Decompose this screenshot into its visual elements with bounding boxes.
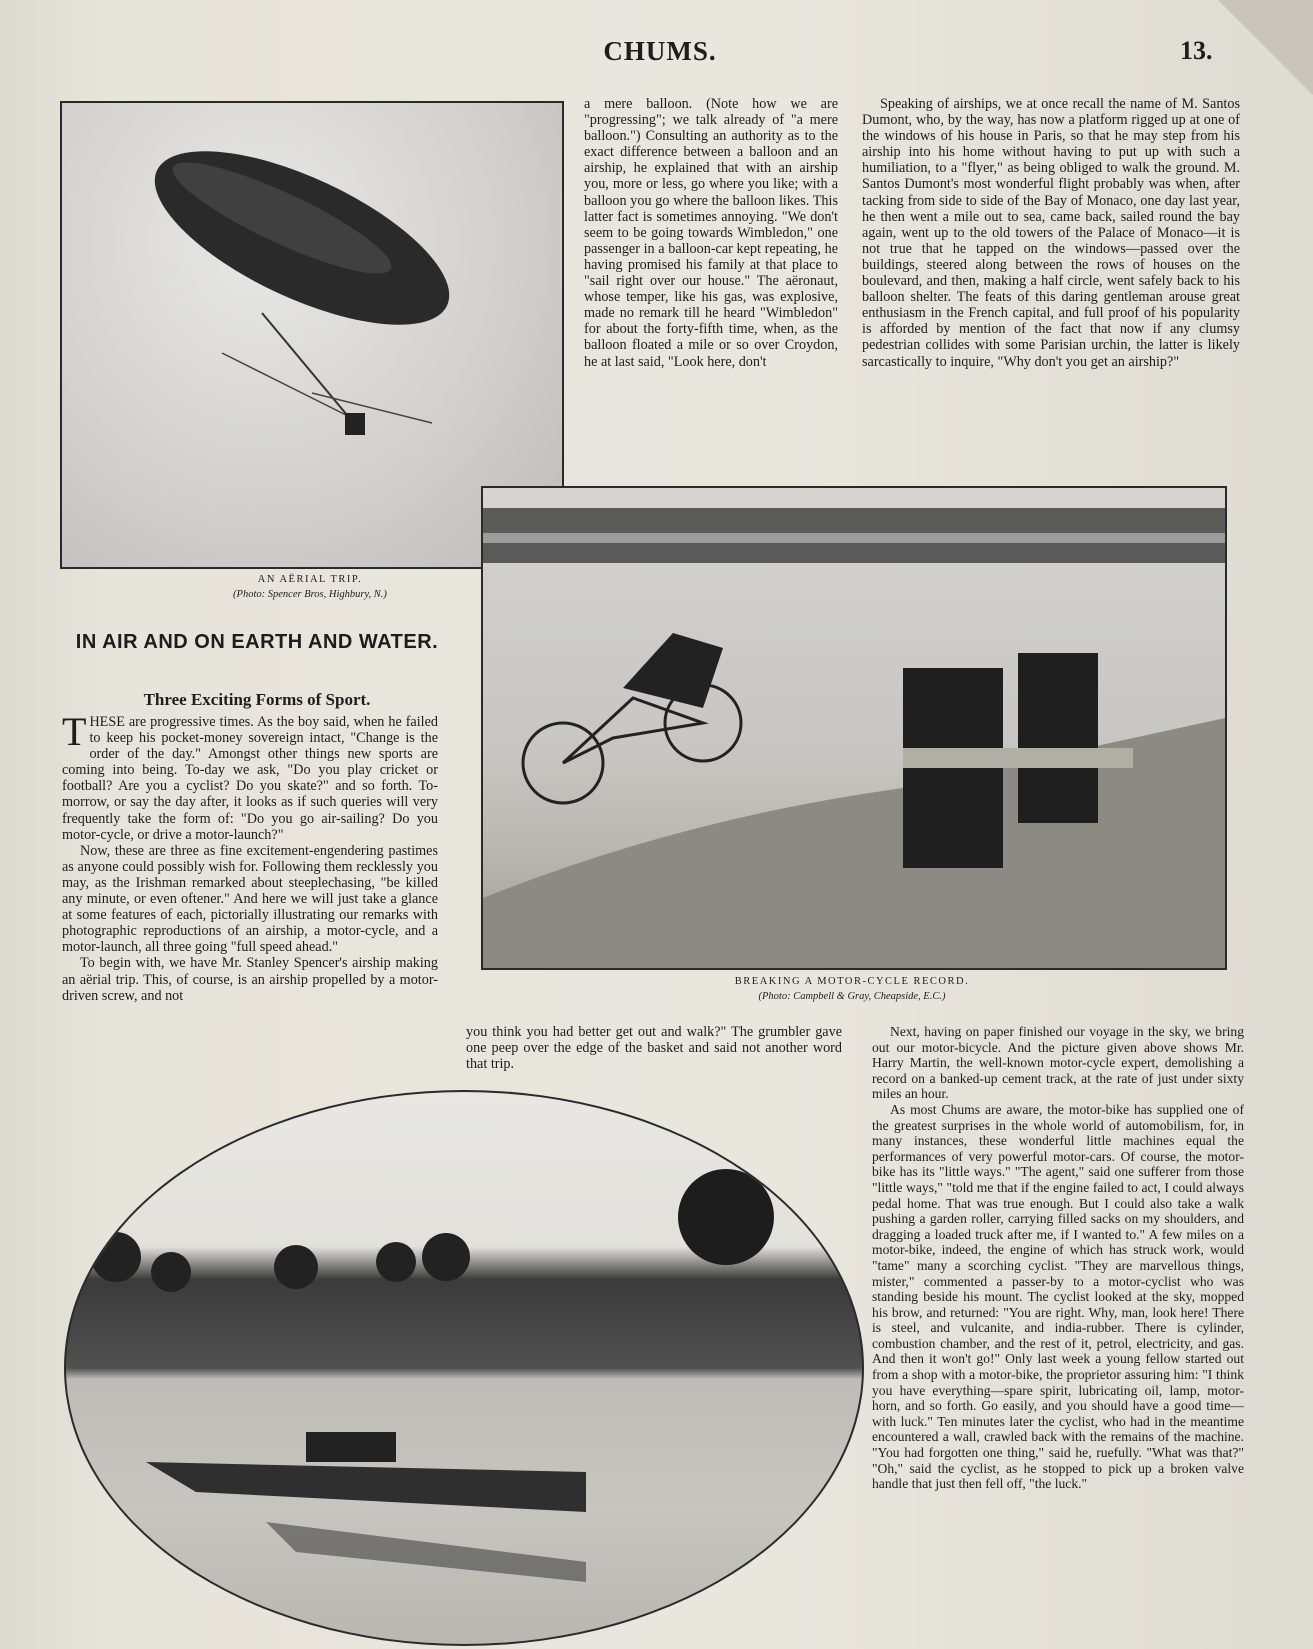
folded-corner	[1218, 0, 1313, 95]
column-2-mid-paragraph: you think you had better get out and walk?" The grumbler gave one peep over the edge of the basket and said not another word that trip.	[466, 1024, 842, 1073]
article-headline: IN AIR AND ON EARTH AND WATER.	[75, 631, 439, 653]
column-3-top-paragraph: Speaking of airships, we at once recall the name of M. Santos Dumont, who, by the way, has now a platform rigged up at one of the windows of his house in Paris, so that he may step from his airship into his home without having to put up with such a humiliation, to a "flyer," as being obliged to walk the ground. M. Santos Dumont's most wonderful flight probably was when, after tacking from side to side of the Bay of Monaco, one day last year, he then went a mile out to sea, came back, sailed round the bay again, went up to the old towers of the Palace of Monaco—it is not true that he tapped on the windows—passed over the buildings, steered along between the rows of houses on the boulevard, and then, making a half circle, went safely back to his balloon shelter. The feats of this daring gentleman arouse great enthusiasm in the French capital, and full proof of his popularity is afforded by mention of the fact that now if any clumsy pedestrian collides with some Parisian urchin, the latter is likely sarcastically to inquire, "Why don't you get an airship?"	[862, 96, 1240, 370]
column-3-paragraph-1: Next, having on paper finished our voyage in the sky, we bring out our motor-bicycle. And the picture given above shows Mr. Harry Martin, the well-known motor-cycle expert, demolishing a record on a banked-up cement track, at the rate of just under sixty miles an hour.	[872, 1024, 1244, 1102]
paragraph-2: Now, these are three as fine excitement-engendering pastimes as anyone could possibly wish for. Following them recklessly you may, as the Irishman remarked about steeplechasing, "be killed any minute, or even oftener." And here we will just take a glance at some features of each, pictorially illustrating our remarks with photographic reproductions of an airship, a motor-cycle, and a motor-launch, all three going "full speed ahead."	[62, 842, 438, 956]
column-2-top-text	[584, 96, 838, 370]
motorcycle-caption-credit: (Photo: Campbell & Gray, Cheapside, E.C.)	[758, 991, 946, 1002]
motorcycle-caption	[481, 974, 1223, 1004]
paragraph-3: To begin with, we have Mr. Stanley Spencer's airship making an aërial trip. This, of course, is an airship propelled by a motor-driven screw, and not	[62, 955, 438, 1004]
motor-launch-illustration	[66, 1092, 862, 1644]
column-3-bottom-text	[872, 1024, 1244, 1492]
article-subheadline: Three Exciting Forms of Sport.	[143, 690, 371, 709]
motorcycle-caption-title: BREAKING A MOTOR-CYCLE RECORD.	[734, 976, 970, 987]
column-3-top-text	[862, 96, 1240, 370]
magazine-title: CHUMS.	[603, 36, 717, 66]
motorcycle-illustration	[483, 488, 1225, 968]
airship-caption-title: AN AËRIAL TRIP.	[257, 574, 363, 585]
page-number: 13.	[1180, 36, 1213, 65]
column-3-paragraph-2: As most Chums are aware, the motor-bike has supplied one of the greatest surprises in the whole world of automobilism, for, in many instances, these wonderful little machines equal the performances of very powerful motor-cars. Of course, the motor-bike has its "little ways." "The agent," said one sufferer from those "little ways," "told me that if the engine failed to act, I could always pedal home. That was true enough. But I could also take a walk pushing a garden roller, carrying filled sacks on my shoulders, and dragging a loaded truck after me, if I wanted to." A few miles on a motor-bike, indeed, the engine of which has struck work, would "tame" many a scorching cyclist. "They are marvellous things, mister," commented a passer-by to a motor-cyclist who was standing beside his mount. The cyclist looked at the sky, mopped his brow, and returned: "You are right. Why, man, look here! There is steel, and vulcanite, and india-rubber. There is cylinder, combustion chamber, and the rest of it, petrol, electricity, and gas. And then it won't go!" Only last week a young fellow started out from a shop with a motor-bike, the proprietor assuring him: "I think you have everything—spare spirit, lubricating oil, lamp, motor-horn, and so forth. Go easily, and you should have a good time—with luck." Ten minutes later the cyclist, who had in the meantime encountered a wall, crawled back with the remains of the machine. "You had forgotten one thing," said he, ruefully. "What was that?" "Oh," said the cyclist, as he stopped to pick up a broken valve handle that just then fell off, "the luck."	[872, 1101, 1244, 1492]
drop-cap: T	[62, 709, 87, 754]
motorcycle-photo	[481, 486, 1227, 970]
intro-paragraph	[62, 709, 438, 843]
column-1-text	[62, 709, 438, 1004]
column-2-top-paragraph: a mere balloon. (Note how we are "progressing"; we talk already of "a mere balloon.") Consulting an authority as to the exact difference between a balloon and an airship, he explained that with an airship you, more or less, go where you like; with a balloon you go where the balloon likes. This latter fact is sometimes annoying. "We don't seem to be going towards Wimbledon," one passenger in a balloon-car kept repeating, he having promised his family at that place to "sail right over our house." The aëronaut, whose temper, like his gas, was explosive, made no remark till he heard "Wimbledon" for about the forty-fifth time, when, as the balloon floated a mile or so over Croydon, he at last said, "Look here, don't	[584, 96, 838, 370]
motor-launch-photo	[64, 1090, 864, 1646]
airship-caption-credit: (Photo: Spencer Bros, Highbury, N.)	[233, 589, 387, 600]
intro-text: HESE are progressive times. As the boy said, when he failed to keep his pocket-money sovereign intact, "Change is the order of the day." Amongst other things new sports are coming into being. To-day we ask, "Do you play cricket or football? Are you a cyclist? Do you skate?" and so forth. To-morrow, or say the day after, it looks as if such queries will very frequently take the form of: "Do you go air-sailing? Do you motor-cycle, or drive a motor-launch?"	[62, 714, 438, 843]
column-2-mid-text	[466, 1024, 842, 1072]
